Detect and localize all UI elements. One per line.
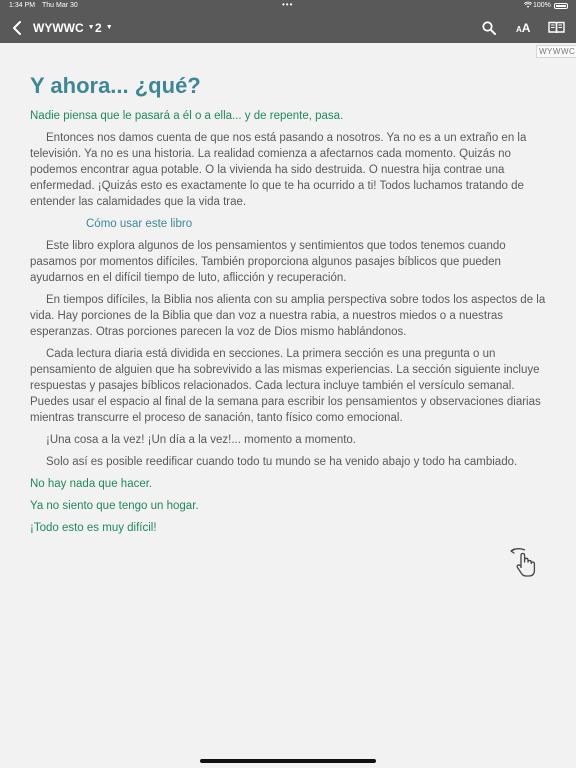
paragraph: Cada lectura diaria está dividida en secciones. La primera sección es una pregunta o un pensamiento de alguien que ha sobrevivido a las mismas experiencias. La sección siguiente incluye respuestas y pasajes bíblicos relacionados. Cada lectura incluye también el versículo semanal. Puedes usar el espacio al final de la semana para escribir los pensamientos y observaciones diarias mientras transcurre el proceso de sanación, tanto físico como emocional. (30, 348, 541, 424)
book-selector[interactable] (33, 12, 95, 43)
section-heading: Cómo usar este libro (86, 218, 193, 230)
top-navigation-bar (0, 12, 576, 43)
highlight-line: No hay nada que hacer. (30, 478, 153, 490)
subtitle: Nadie piensa que le pasará a él o a ella... y de repente, pasa. (30, 110, 344, 122)
home-indicator[interactable] (200, 759, 376, 763)
swipe-hand-icon (508, 546, 542, 580)
version-badge[interactable]: WYWWC (536, 45, 576, 58)
chapter-selector[interactable] (95, 12, 113, 43)
paragraph: Este libro explora algunos de los pensamientos y sentimientos que todos tenemos cuando pasamos por momentos difíciles. También proporciona algunos pasajes bíblicos que pueden ayudarnos en el difícil tiempo de luto, aflicción y recuperación. (30, 240, 506, 284)
reading-mode-button[interactable] (548, 12, 566, 43)
paragraph: Solo así es posible reedificar cuando todo tu mundo se ha venido abajo y todo ha cambiado. (46, 456, 518, 468)
chapter-selector-label: 2 (95, 20, 102, 35)
search-button[interactable] (482, 12, 498, 43)
status-date: Thu Mar 30 (42, 2, 78, 9)
battery-percentage: 100% (533, 2, 551, 9)
paragraph: ¡Una cosa a la vez! ¡Un día a la vez!... momento a momento. (46, 434, 357, 446)
text-size-icon: AA (516, 20, 531, 35)
chevron-down-icon: ▼ (105, 24, 113, 31)
search-icon (482, 21, 496, 35)
chevron-down-icon: ▼ (87, 24, 95, 31)
text-size-button[interactable] (516, 12, 530, 43)
reading-content (30, 70, 546, 536)
open-book-icon (548, 21, 565, 34)
highlight-line: ¡Todo esto es muy difícil! (30, 522, 157, 534)
paragraph: En tiempos difíciles, la Biblia nos alienta con su amplia perspectiva sobre todos los aspectos de la vida. Hay porciones de la Biblia que dan voz a nuestra rabia, a nuestros miedos o a nuestras esperanzas. Otras porciones parecen la voz de Dios mismo hablándonos. (30, 294, 546, 338)
chevron-left-icon (12, 21, 22, 35)
paragraph: Entonces nos damos cuenta de que nos está pasando a nosotros. Ya no es a un extraño en la televisión. Ya no es una historia. La realidad comienza a afectarnos cada momento. Quizás no podemos encontrar agua potable. O la vivienda ha sido destruida. O nuestra hija contrae una enfermedad. ¡Quizás esto es exactamente lo que te ha ocurrido a ti! Todos luchamos tratando de entender las calamidades que la vida trae. (30, 132, 527, 208)
page-title: Y ahora... ¿qué? (30, 73, 201, 98)
status-bar (0, 0, 576, 12)
status-time: 1:34 PM (9, 2, 36, 9)
multitasking-dots-icon[interactable]: ••• (282, 0, 294, 9)
book-selector-label: WYWWC (33, 20, 84, 35)
wifi-icon (524, 1, 532, 11)
battery-icon (554, 3, 568, 9)
back-button[interactable] (12, 12, 28, 43)
highlight-line: Ya no siento que tengo un hogar. (30, 500, 199, 512)
